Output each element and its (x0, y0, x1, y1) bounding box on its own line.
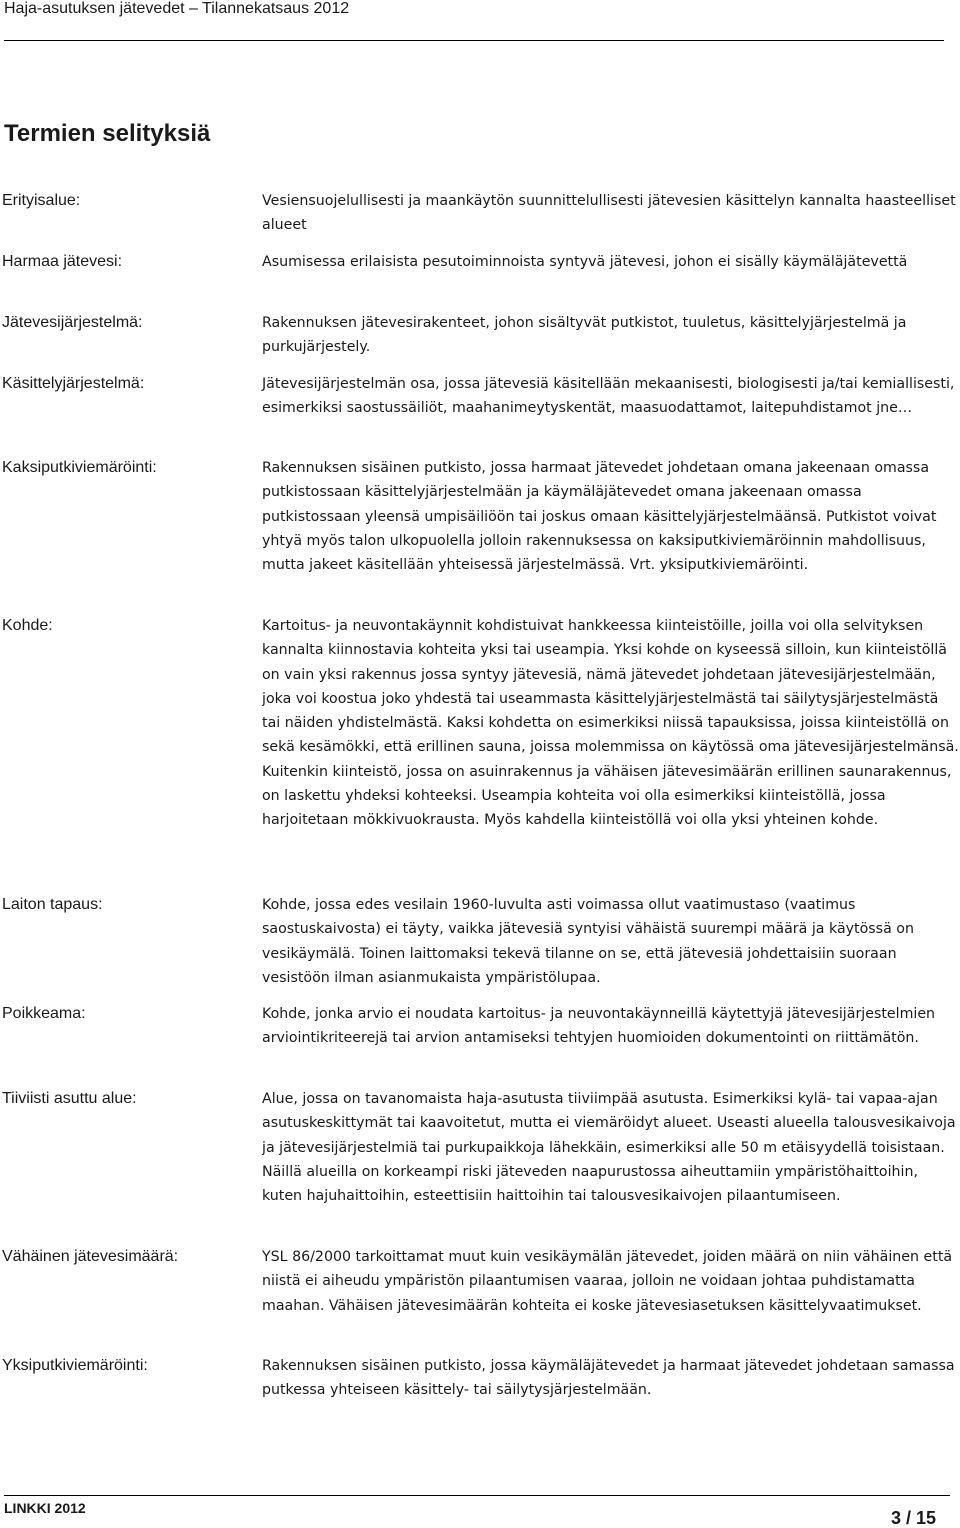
term-definition: Alue, jossa on tavanomaista haja-asutusta tiiviimpää asutusta. Esimerkiksi kylä- tai vapaa-ajan asutuskeskittymät tai kaavoitetut, mutta ei viemäröidyt alueet. Useasti alueella talousvesikaivoja ja jätevesijärjestelmiä tai purkupaikkoja lähekkäin, esimerkiksi alle 50 m etäisyydellä toisistaan. Näillä alueilla on korkeampi riski jäteveden naapurustossa aiheuttamiin ympäristöhaittoihin, kuten hajuhaittoihin, esteettisiin haittoihin tai talousvesikaivojen pilaantumiseen. (262, 1091, 956, 1205)
term-label: Kaksiputkiviemäröinti: (2, 459, 157, 476)
term-label: Laiton tapaus: (2, 896, 103, 913)
term-definition: YSL 86/2000 tarkoittamat muut kuin vesikäymälän jätevedet, joiden määrä on niin vähäinen että niistä ei aiheudu ympäristön pilaantumisen vaaraa, jolloin ne voidaan johtaa puhdistamatta maahan. Vähäisen jätevesimäärän kohteita ei koske jätevesiasetuksen käsittelyvaatimukset. (262, 1249, 953, 1314)
term-label: Yksiputkiviemäröinti: (2, 1357, 148, 1374)
term-definition: Kohde, jonka arvio ei noudata kartoitus- ja neuvontakäynneillä käytettyjä jätevesijärjestelmien arviointikriteerejä tai arvion antamiseksi tehtyjen huomioiden dokumentointi on riittämätön. (262, 1006, 936, 1047)
page-footer (4, 1495, 950, 1527)
term-label: Jätevesijärjestelmä: (2, 314, 143, 331)
term-definition: Asumisessa erilaisista pesutoiminnoista syntyvä jätevesi, johon ei sisälly käymäläjätevettä (262, 254, 908, 270)
page-number: 3 / 15 (890, 1508, 936, 1528)
term-label: Tiiviisti asuttu alue: (2, 1090, 137, 1107)
term-label: Poikkeama: (2, 1005, 86, 1022)
term-label: Erityisalue: (2, 192, 81, 209)
footer-organization: LINKKI 2012 (4, 1500, 86, 1516)
term-label: Vähäinen jätevesimäärä: (2, 1248, 179, 1265)
term-label: Harmaa jätevesi: (2, 253, 123, 270)
term-definition: Rakennuksen sisäinen putkisto, jossa harmaat jätevedet johdetaan omana jakeenaan omassa putkistossaan käsittelyjärjestelmään ja käymäläjätevedet omana jakeenaan omassa putkistossaan yleensä umpisäiliöön tai joskus omaan käsittelyjärjestelmäänsä. Putkistot voivat yhtyä myös talon ulkopuolella jolloin rakennuksessa on kaksiputkiviemäröinnin mahdollisuus, mutta jakeet käsitellään yhteisessä järjestelmässä. Vrt. yksiputkiviemäröinti. (262, 460, 937, 574)
term-label: Käsittelyjärjestelmä: (2, 375, 145, 392)
term-definition: Kohde, jossa edes vesilain 1960-luvulta asti voimassa ollut vaatimustaso (vaatimus saostuskaivosta) ei täyty, vaikka jätevesiä syntyisi vähäistä suurempi määrä ja käytössä on vesikäymälä. Toinen laittomaksi tekevä tilanne on se, että jätevesiä johdettaisiin suoraan vesistöön ilman asianmukaista ympäristölupaa. (262, 897, 914, 986)
term-definition: Vesiensuojelullisesti ja maankäytön suunnittelullisesti jätevesien käsittelyn kannalta haasteelliset alueet (262, 193, 956, 234)
term-label: Kohde: (2, 617, 53, 634)
term-definition: Rakennuksen sisäinen putkisto, jossa käymäläjätevedet ja harmaat jätevedet johdetaan samassa putkessa yhteiseen käsittely- tai säilytysjärjestelmään. (262, 1358, 955, 1399)
header-title: Haja-asutuksen jätevedet – Tilannekatsaus 2012 (4, 0, 350, 17)
term-definition: Jätevesijärjestelmän osa, jossa jätevesiä käsitellään mekaanisesti, biologisesti ja/tai kemiallisesti, esimerkiksi saostussäiliöt, maahanimeytyskentät, maasuodattamot, laitepuhdistamot jne… (262, 376, 955, 417)
page-header (4, 0, 944, 41)
term-definition: Kartoitus- ja neuvontakäynnit kohdistuivat hankkeessa kiinteistöille, joilla voi olla selvityksen kannalta kiinnostavia kohteita yksi tai useampia. Yksi kohde on kyseessä silloin, kun kiinteistöllä on vain yksi rakennus jossa syntyy jätevesiä, nämä jätevedet johdetaan jätevesijärjestelmään, joka voi koostua joko yhdestä tai useammasta käsittelyjärjestelmästä tai säilytysjärjestelmästä tai näiden yhdistelmästä. Kaksi kohdetta on esimerkiksi niissä tapauksissa, joissa kiinteistöllä on sekä kesämökki, että erillinen sauna, joissa molemmissa on käytössä oma jätevesijärjestelmänsä. Kuitenkin kiinteistö, jossa on asuinrakennus ja vähäisen jätevesimäärän erillinen saunarakennus, on laskettu yhdeksi kohteeksi. Useampia kohteita voi olla esimerkiksi kiinteistöllä, jossa harjoitetaan mökkivuokrausta. Myös kahdella kiinteistöllä voi olla yksi yhteinen kohde. (262, 618, 959, 829)
term-definition: Rakennuksen jätevesirakenteet, johon sisältyvät putkistot, tuuletus, käsittelyjärjestelmä ja purkujärjestely. (262, 315, 907, 356)
page-title: Termien selityksiä (4, 120, 211, 147)
